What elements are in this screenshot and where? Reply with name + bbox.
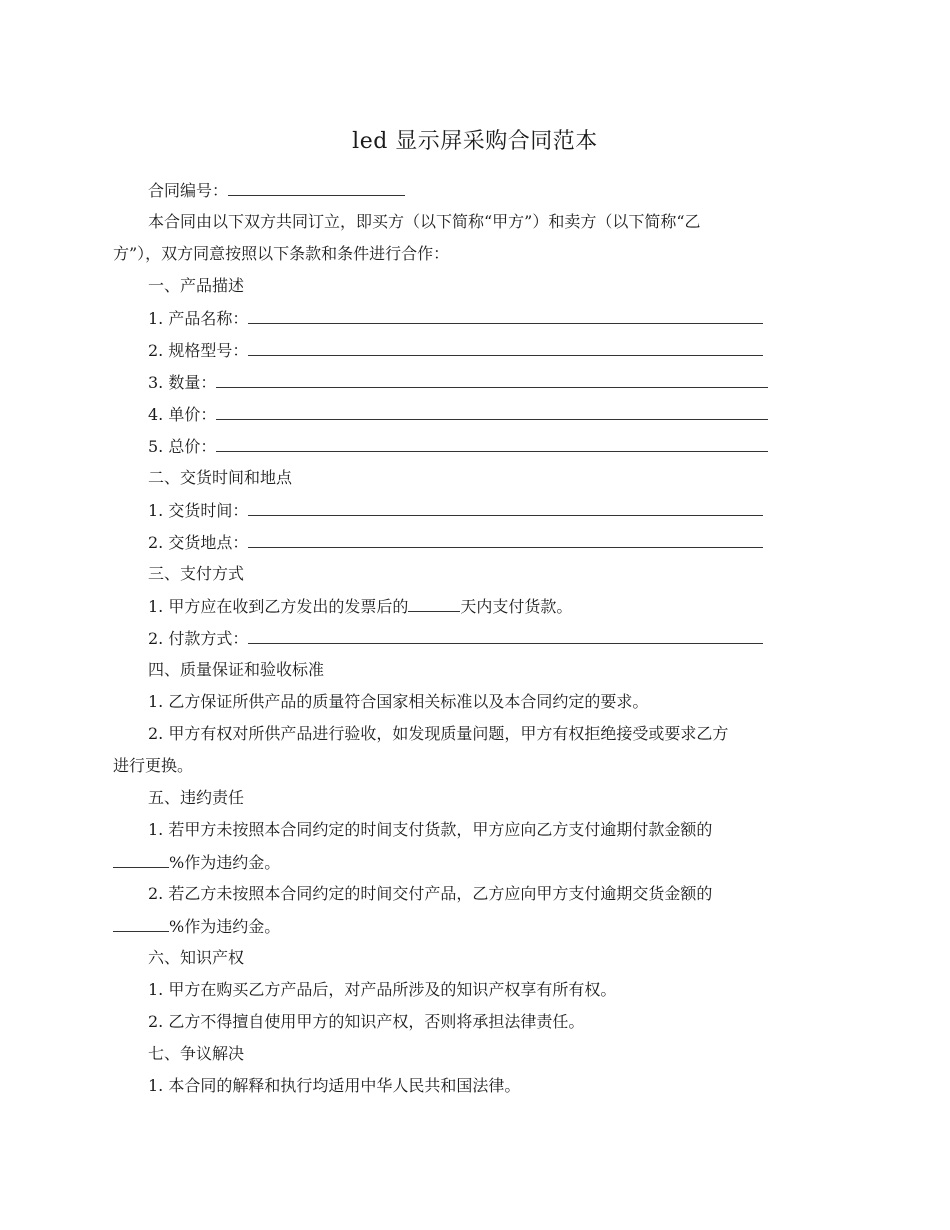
contract-number-blank[interactable] — [228, 179, 405, 196]
quantity-line — [148, 371, 768, 394]
quality-item-2-line-1: 2. 甲方有权对所供产品进行验收，如发现质量问题，甲方有权拒绝接受或要求乙方 — [148, 724, 729, 743]
quantity-blank[interactable] — [216, 371, 768, 388]
breach-item-2-line-2 — [113, 915, 280, 938]
product-name-blank[interactable] — [248, 307, 763, 324]
breach-1-percent-blank[interactable] — [113, 851, 169, 868]
total-price-label: 5. 总价： — [148, 437, 217, 456]
product-spec-label: 2. 规格型号： — [148, 341, 249, 360]
payment-days-blank[interactable] — [408, 595, 460, 612]
dispute-item-1: 1. 本合同的解释和执行均适用中华人民共和国法律。 — [148, 1076, 521, 1095]
section-heading-ip: 六、知识产权 — [148, 948, 245, 967]
contract-number-label: 合同编号： — [148, 181, 229, 200]
payment-days-line — [148, 595, 572, 618]
payment-method-line — [148, 627, 763, 650]
section-heading-quality: 四、质量保证和验收标准 — [148, 660, 325, 679]
quality-item-2-line-2: 进行更换。 — [113, 756, 194, 775]
total-price-blank[interactable] — [216, 435, 768, 452]
ip-item-1: 1. 甲方在购买乙方产品后，对产品所涉及的知识产权享有所有权。 — [148, 980, 617, 999]
unit-price-line — [148, 403, 768, 426]
payment-days-prefix: 1. 甲方应在收到乙方发出的发票后的 — [148, 597, 409, 616]
breach-1-percent-suffix: %作为违约金。 — [169, 853, 281, 872]
breach-item-1-line-1: 1. 若甲方未按照本合同约定的时间支付货款，甲方应向乙方支付逾期付款金额的 — [148, 820, 713, 839]
breach-item-1-line-2 — [113, 851, 280, 874]
section-heading-breach: 五、违约责任 — [148, 788, 245, 807]
section-heading-dispute: 七、争议解决 — [148, 1044, 245, 1063]
ip-item-2: 2. 乙方不得擅自使用甲方的知识产权，否则将承担法律责任。 — [148, 1012, 585, 1031]
total-price-line — [148, 435, 768, 458]
delivery-time-blank[interactable] — [248, 499, 763, 516]
intro-line-1: 本合同由以下双方共同订立，即买方（以下简称“甲方”）和卖方（以下简称“乙 — [148, 212, 701, 231]
section-heading-product: 一、产品描述 — [148, 276, 245, 295]
contract-number-line — [148, 179, 405, 202]
delivery-time-label: 1. 交货时间： — [148, 501, 249, 520]
delivery-place-blank[interactable] — [248, 531, 763, 548]
payment-method-blank[interactable] — [248, 627, 763, 644]
delivery-time-line — [148, 499, 763, 522]
delivery-place-label: 2. 交货地点： — [148, 533, 249, 552]
quality-item-1: 1. 乙方保证所供产品的质量符合国家相关标准以及本合同约定的要求。 — [148, 692, 649, 711]
breach-2-percent-blank[interactable] — [113, 915, 169, 932]
quantity-label: 3. 数量： — [148, 373, 217, 392]
unit-price-blank[interactable] — [216, 403, 768, 420]
section-heading-delivery: 二、交货时间和地点 — [148, 468, 293, 487]
product-spec-blank[interactable] — [248, 339, 763, 356]
product-spec-line — [148, 339, 763, 362]
breach-2-percent-suffix: %作为违约金。 — [169, 917, 281, 936]
page-title: led 显示屏采购合同范本 — [352, 129, 598, 154]
breach-item-2-line-1: 2. 若乙方未按照本合同约定的时间交付产品，乙方应向甲方支付逾期交货金额的 — [148, 884, 713, 903]
section-heading-payment: 三、支付方式 — [148, 564, 245, 583]
product-name-label: 1. 产品名称： — [148, 309, 249, 328]
delivery-place-line — [148, 531, 763, 554]
product-name-line — [148, 307, 763, 330]
intro-line-2: 方”），双方同意按照以下条款和条件进行合作： — [113, 244, 450, 263]
payment-method-label: 2. 付款方式： — [148, 629, 249, 648]
unit-price-label: 4. 单价： — [148, 405, 217, 424]
payment-days-suffix: 天内支付货款。 — [460, 597, 573, 616]
